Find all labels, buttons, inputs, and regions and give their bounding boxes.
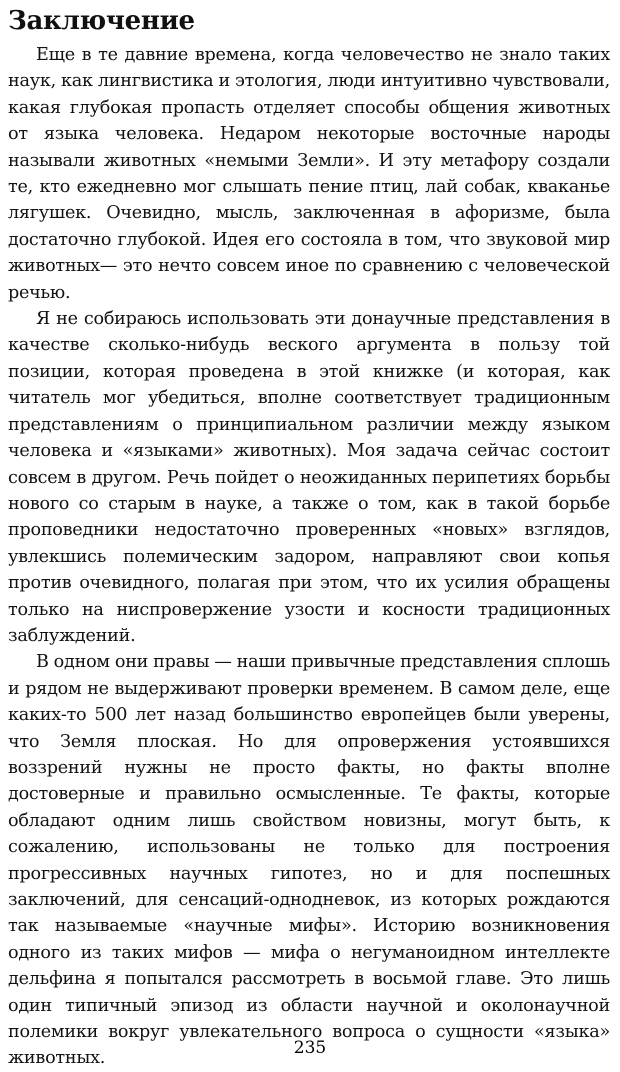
chapter-title: Заключение	[8, 6, 195, 36]
paragraph-3: В одном они правы — наши привычные представления сплошь и рядом не выдерживают проверки временем. В самом деле, еще каких-то 500 лет назад большинство европейцев были уверены, что Земля плоская. Но для опровержения устоявшихся воззрений нужны не просто факты, но факты вполне достоверные и правильно осмысленные. Те факты, которые обладают одним лишь свойством новизны, могут быть, к сожалению, использованы не только для построения прогрессивных научных гипотез, но и для поспешных заключений, для сенсаций-однодневок, из которых рождаются так называемые «научные мифы». Историю возникновения одного из таких мифов — мифа о негуманоидном интеллекте дельфина я попытался рассмотреть в восьмой главе. Это лишь один типичный эпизод из области научной и околонаучной полемики вокруг увлекательного вопроса о сущности «языка» животных.	[8, 652, 610, 1069]
page-number: 235	[293, 1038, 327, 1058]
paragraph-2: Я не собираюсь использовать эти донаучные представления в качестве сколько-нибудь веского аргумента в пользу той позиции, которая проведена в этой книжке (и которая, как читатель мог убедиться, вполне соответствует традиционным представлениям о принципиальном различии между языком человека и «языками» животных). Моя задача сейчас состоит совсем в другом. Речь пойдет о неожиданных перипетиях борьбы нового со старым в науке, а также о том, как в такой борьбе проповедники недостаточно проверенных «новых» взглядов, увлекшись полемическим задором, направляют свои копья против очевидного, полагая при этом, что их усилия обращены только на ниспровержение узости и косности традиционных заблуждений.	[8, 309, 610, 646]
paragraph-1: Еще в те давние времена, когда человечество не знало таких наук, как лингвистика и этология, люди интуитивно чувствовали, какая глубокая пропасть отделяет способы общения животных от языка человека. Недаром некоторые восточные народы называли животных «немыми Земли». И эту метафору создали те, кто ежедневно мог слышать пение птиц, лай собак, кваканье лягушек. Очевидно, мысль, заключенная в афоризме, была достаточно глубокой. Идея его состояла в том, что звуковой мир животных— это нечто совсем иное по сравнению с человеческой речью.	[8, 45, 610, 303]
